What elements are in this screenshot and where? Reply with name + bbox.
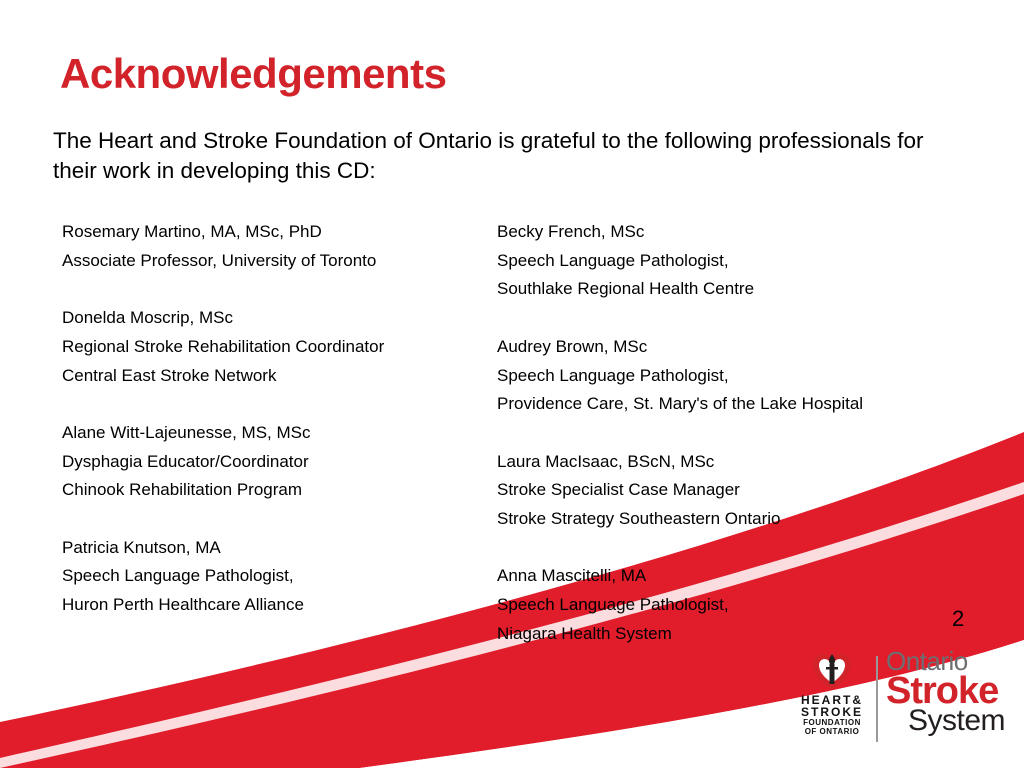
- person-entry: [62, 534, 482, 620]
- person-entry: [62, 419, 482, 505]
- hsf-line-1: HEART&: [801, 693, 863, 707]
- heart-and-stroke-foundation-logo: [792, 650, 872, 736]
- person-role: Associate Professor, University of Toronto: [62, 250, 377, 270]
- person-entry: [497, 448, 957, 534]
- person-name: Patricia Knutson, MA: [62, 537, 221, 557]
- person-entry: [62, 304, 482, 390]
- person-name: Becky French, MSc: [497, 222, 645, 241]
- person-organization: Huron Perth Healthcare Alliance: [62, 595, 304, 615]
- person-name: Audrey Brown, MSc: [497, 336, 648, 356]
- person-role: Speech Language Pathologist,: [497, 250, 729, 270]
- oss-word-ontario: Ontario: [886, 646, 968, 676]
- oss-word-stroke: Stroke: [886, 670, 999, 712]
- person-organization: Central East Stroke Network: [62, 365, 277, 385]
- person-name: Alane Witt-Lajeunesse, MS, MSc: [62, 422, 311, 442]
- person-organization: Stroke Strategy Southeastern Ontario: [497, 509, 781, 528]
- person-role: Speech Language Pathologist,: [62, 566, 294, 586]
- person-role: Regional Stroke Rehabilitation Coordinator: [62, 336, 385, 356]
- ontario-stroke-system-logo: [886, 648, 1005, 736]
- person-entry: [497, 562, 957, 648]
- acknowledgement-column-right: [497, 218, 957, 677]
- person-name: Anna Mascitelli, MA: [497, 566, 647, 586]
- person-organization: Chinook Rehabilitation Program: [62, 480, 303, 500]
- person-organization: Providence Care, St. Mary's of the Lake Hospital: [497, 394, 864, 414]
- logo-divider: [876, 656, 878, 742]
- oss-word-system: System: [908, 704, 1006, 737]
- person-role: Speech Language Pathologist,: [497, 595, 729, 615]
- hsf-line-4: OF ONTARIO: [804, 727, 860, 736]
- person-name: Rosemary Martino, MA, MSc, PhD: [62, 222, 322, 241]
- slide-title: Acknowledgements: [60, 50, 447, 97]
- page-number: 2: [952, 606, 965, 631]
- intro-text: The Heart and Stroke Foundation of Ontario is grateful to the following professionals for their work in developing this CD:: [53, 128, 924, 183]
- person-name: Laura MacIsaac, BScN, MSc: [497, 451, 715, 471]
- person-organization: Niagara Health System: [497, 623, 672, 643]
- person-role: Speech Language Pathologist,: [497, 365, 729, 385]
- person-role: Stroke Specialist Case Manager: [497, 480, 740, 500]
- person-name: Donelda Moscrip, MSc: [62, 308, 234, 328]
- person-entry: [497, 333, 957, 419]
- person-entry: [62, 218, 482, 275]
- person-role: Dysphagia Educator/Coordinator: [62, 451, 309, 471]
- hsf-line-2: STROKE: [800, 705, 863, 719]
- person-organization: Southlake Regional Health Centre: [497, 279, 755, 299]
- heart-torch-icon: [810, 650, 854, 694]
- acknowledgement-column-left: [62, 218, 482, 648]
- person-entry: [497, 218, 957, 304]
- hsf-line-3: FOUNDATION: [803, 718, 861, 727]
- hsf-wordmark: [792, 694, 872, 736]
